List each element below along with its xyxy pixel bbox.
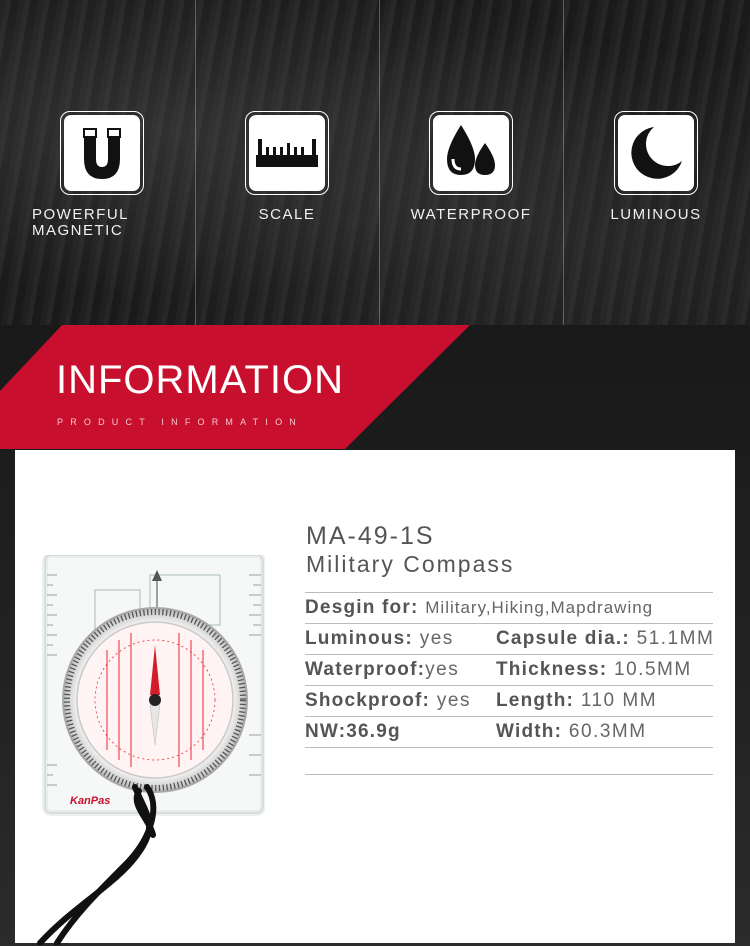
spec-row bbox=[305, 716, 713, 748]
spec-label: Luminous: bbox=[305, 628, 413, 649]
spec-label: Waterproof: bbox=[305, 659, 426, 680]
feature-magnetic bbox=[27, 111, 177, 239]
spec-label: Length: bbox=[496, 690, 575, 711]
feature-waterproof bbox=[396, 111, 546, 223]
brand-logo: KanPas bbox=[70, 795, 111, 807]
feature-luminous bbox=[581, 111, 731, 223]
feature-label: POWERFUL MAGNETIC bbox=[32, 206, 130, 239]
spec-label: Capsule dia.: bbox=[496, 628, 630, 649]
product-name: Military Compass bbox=[306, 551, 515, 577]
spec-label: Thickness: bbox=[496, 659, 608, 680]
spec-value: yes bbox=[425, 659, 460, 680]
divider bbox=[379, 0, 380, 325]
spec-value: 36.9g bbox=[346, 721, 401, 742]
spec-value: 10.5MM bbox=[614, 659, 692, 680]
spec-label: Width: bbox=[496, 721, 563, 742]
spec-label: NW: bbox=[305, 721, 347, 742]
moon-icon bbox=[614, 111, 698, 195]
divider bbox=[563, 0, 564, 325]
ruler-icon bbox=[245, 111, 329, 195]
water-drops-icon bbox=[429, 111, 513, 195]
spec-row bbox=[305, 623, 713, 654]
section-subtitle: PRODUCT INFORMATION bbox=[57, 417, 303, 427]
magnet-icon bbox=[60, 111, 144, 195]
spec-row bbox=[305, 654, 713, 685]
section-title: INFORMATION bbox=[56, 358, 345, 402]
spec-value: 51.1MM bbox=[636, 628, 715, 649]
spec-row-design bbox=[305, 592, 713, 623]
spec-value: 110 MM bbox=[580, 690, 658, 711]
feature-label: LUMINOUS bbox=[610, 206, 702, 223]
spec-value: yes bbox=[436, 690, 471, 711]
spec-value: Military,Hiking,Mapdrawing bbox=[425, 598, 654, 617]
spec-label: Shockproof: bbox=[305, 690, 431, 711]
divider bbox=[305, 774, 713, 775]
spec-value: 60.3MM bbox=[568, 721, 647, 742]
spec-value: yes bbox=[419, 628, 454, 649]
spec-label: Desgin for: bbox=[305, 597, 419, 618]
divider bbox=[195, 0, 196, 325]
compass-image bbox=[35, 555, 265, 945]
feature-label: SCALE bbox=[258, 206, 316, 223]
feature-label: WATERPROOF bbox=[410, 206, 532, 223]
spec-table bbox=[305, 592, 713, 748]
feature-scale bbox=[212, 111, 362, 223]
product-model: MA-49-1S bbox=[306, 522, 435, 550]
spec-row bbox=[305, 685, 713, 716]
